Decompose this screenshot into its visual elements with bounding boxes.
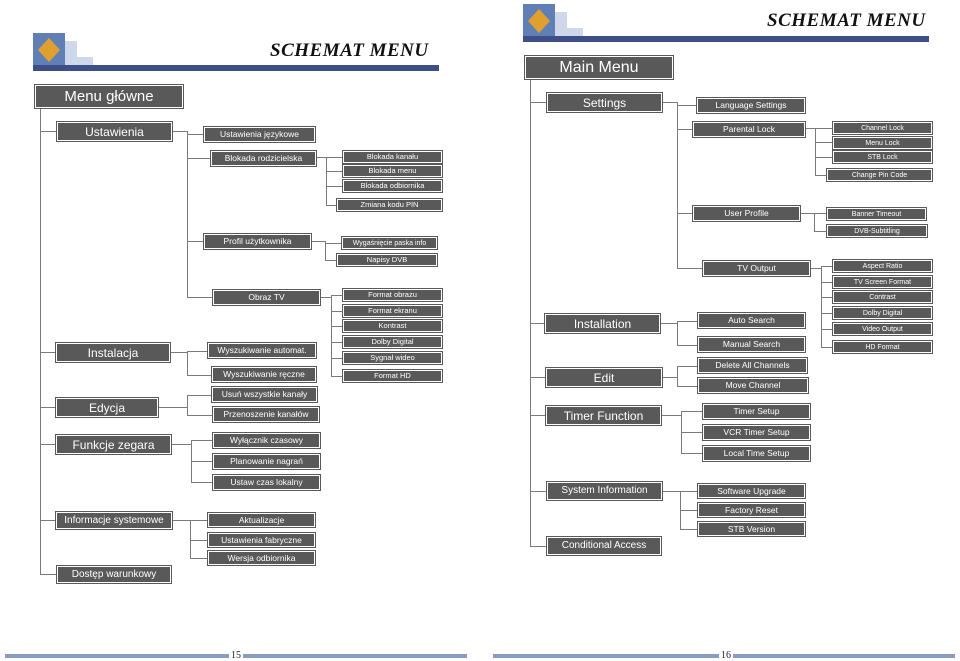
menu-item-wyszukiwanie-automat: Wyszukiwanie automat. <box>208 343 316 358</box>
page-number: 16 <box>721 650 731 661</box>
page-title: SCHEMAT MENU <box>767 10 926 31</box>
menu-item-wygasniecie-paska: Wygaśnięcie paska info <box>342 237 437 249</box>
menu-item-factory-reset: Factory Reset <box>698 503 805 517</box>
menu-item-ustawienia-fabryczne: Ustawienia fabryczne <box>208 533 315 547</box>
menu-item-dolby-digital: Dolby Digital <box>833 307 932 319</box>
menu-item-menu-lock: Menu Lock <box>833 137 932 149</box>
menu-item-settings: Settings <box>547 93 662 112</box>
menu-item-funkcje-zegara: Funkcje zegara <box>56 435 171 454</box>
menu-item-blokada-menu: Blokada menu <box>343 165 442 177</box>
menu-item-tv-output: TV Output <box>703 261 810 276</box>
menu-item-zmiana-kodu-pin: Zmiana kodu PIN <box>337 199 442 211</box>
logo-icon <box>33 33 93 69</box>
menu-item-banner-timeout: Banner Timeout <box>827 208 926 220</box>
menu-item-tv-screen-format: TV Screen Format <box>833 276 932 288</box>
menu-item-timer-setup: Timer Setup <box>703 404 810 419</box>
menu-item-timer-function: Timer Function <box>546 406 661 425</box>
menu-item-parental-lock: Parental Lock <box>693 122 805 137</box>
menu-item-stb-lock: STB Lock <box>833 151 932 163</box>
menu-item-usun-wszystkie-kanaly: Usuń wszystkie kanały <box>212 387 317 402</box>
menu-item-language-settings: Language Settings <box>697 98 805 113</box>
menu-item-system-information: System Information <box>547 482 662 500</box>
menu-item-napisy-dvb: Napisy DVB <box>337 254 437 266</box>
menu-item-format-ekranu: Format ekranu <box>343 305 442 317</box>
menu-item-informacje-systemowe: Informacje systemowe <box>56 512 172 529</box>
menu-item-vcr-timer-setup: VCR Timer Setup <box>703 425 810 440</box>
menu-item-profil-uzytkownika: Profil użytkownika <box>204 234 311 249</box>
menu-item-obraz-tv: Obraz TV <box>213 290 320 305</box>
menu-item-dvb-subtitling: DVB-Subtitling <box>827 225 927 237</box>
menu-item-wersja-odbiornika: Wersja odbiornika <box>208 551 315 565</box>
menu-item-dostep-warunkowy: Dostęp warunkowy <box>57 566 171 583</box>
menu-item-move-channel: Move Channel <box>698 378 808 393</box>
menu-item-software-upgrade: Software Upgrade <box>698 484 805 498</box>
menu-item-installation: Installation <box>545 314 660 333</box>
header-bar <box>33 65 439 71</box>
menu-item-kontrast: Kontrast <box>343 320 442 332</box>
menu-item-contrast: Contrast <box>833 291 932 303</box>
menu-item-conditional-access: Conditional Access <box>547 537 661 555</box>
menu-item-instalacja: Instalacja <box>56 343 170 362</box>
menu-root: Main Menu <box>525 56 673 79</box>
menu-item-video-output: Video Output <box>833 323 932 335</box>
menu-item-auto-search: Auto Search <box>698 313 805 328</box>
menu-item-blokada-rodzicielska: Blokada rodzicielska <box>211 151 316 166</box>
menu-root: Menu główne <box>35 85 183 108</box>
menu-item-blokada-kanalu: Blokada kanału <box>343 151 442 163</box>
menu-item-format-hd: Format HD <box>343 370 442 382</box>
menu-item-ustawienia-jezykowe: Ustawienia językowe <box>204 127 315 142</box>
menu-item-manual-search: Manual Search <box>698 337 805 352</box>
menu-item-ustaw-czas-lokalny: Ustaw czas lokalny <box>213 475 320 490</box>
menu-item-planowanie-nagran: Planowanie nagrań <box>213 454 320 469</box>
menu-item-ustawienia: Ustawienia <box>57 122 172 141</box>
menu-item-edycja: Edycja <box>56 398 158 417</box>
page-number: 15 <box>231 650 241 661</box>
menu-item-wyszukiwanie-reczne: Wyszukiwanie ręczne <box>212 367 316 382</box>
menu-item-change-pin-code: Change Pin Code <box>827 169 932 181</box>
menu-item-sygnal-wideo: Sygnał wideo <box>343 352 442 364</box>
page-title: SCHEMAT MENU <box>270 40 429 61</box>
menu-item-stb-version: STB Version <box>698 522 805 536</box>
menu-item-blokada-odbiornika: Blokada odbiornika <box>343 180 442 192</box>
menu-item-aktualizacje: Aktualizacje <box>208 513 315 527</box>
menu-item-wylacznik-czasowy: Wyłącznik czasowy <box>213 433 320 448</box>
menu-item-delete-all-channels: Delete All Channels <box>698 358 807 373</box>
menu-item-local-time-setup: Local Time Setup <box>703 446 810 461</box>
menu-item-edit: Edit <box>546 368 662 387</box>
menu-item-dolby-digital: Dolby Digital <box>343 336 442 348</box>
menu-item-przenoszenie-kanalow: Przenoszenie kanałów <box>213 407 319 422</box>
logo-icon <box>523 4 583 40</box>
menu-item-hd-format: HD Format <box>833 341 932 353</box>
menu-item-format-obrazu: Format obrazu <box>343 289 442 301</box>
menu-item-aspect-ratio: Aspect Ratio <box>833 260 932 272</box>
header-bar <box>523 36 929 42</box>
menu-item-channel-lock: Channel Lock <box>833 122 932 134</box>
menu-item-user-profile: User Profile <box>693 206 800 221</box>
